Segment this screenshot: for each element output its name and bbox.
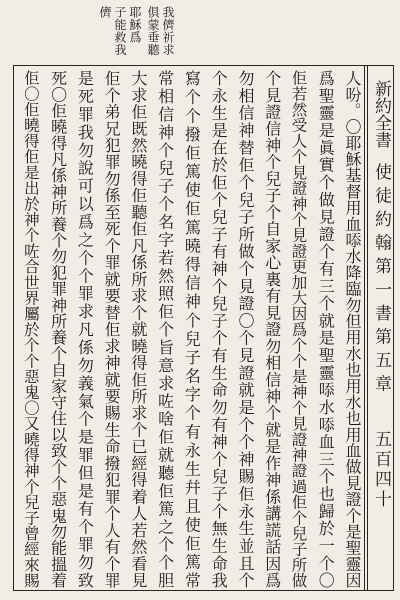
header-separator: [367, 65, 368, 591]
text-column-13: 佢〇佢曉得佢是出於神个咗合世界屬於个个惡鬼〇又曉得神个兒子曾經來賜: [21, 70, 40, 588]
running-header-book: 新約全書: [371, 80, 391, 148]
text-column-5: 勿相信神替佢个兒子所做个見證〇个見證就是个个神賜佢永生並且个: [235, 70, 255, 588]
text-column-2: 爲聖靈是眞實个做見證个有三个就是聖靈㖭水㖭血三个也歸於一个〇: [316, 70, 336, 588]
text-column-12: 死〇佢曉得凡係神所養个勿犯罪神所養个自家守住以致个个惡鬼勿能搵着: [48, 70, 68, 588]
headnote-line: 子能救我: [113, 6, 127, 56]
page-number: 五百四十: [371, 430, 391, 510]
text-column-6: 个永生是在於佢个兒子有神个兒子个有生命勿有神个兒子个無生命我: [209, 70, 229, 588]
text-column-3: 佢若然受人个見證神个見證更加大因爲个个是神个見證神證過佢个兒子所做: [289, 70, 308, 588]
headnote-line: 耶穌爲: [128, 6, 142, 44]
running-header-chapter: 使徒約翰第一書第五章: [371, 163, 391, 398]
text-column-4: 个見證信神个兒子个自家心裏有見證勿相信神个就是作神係講謊話因爲: [262, 70, 282, 588]
text-column-7: 寫个个撥佢篤使佢篤曉得信神个兒子名字个有永生幷且使佢篤常: [182, 70, 202, 588]
headnote-line: 俱蒙垂聽: [146, 6, 160, 56]
headnote-saviour: [98, 6, 141, 56]
text-column-9: 大求佢既然曉得佢聽佢凡係所求个就曉得佢所求个已經得着人若然看見: [128, 70, 148, 588]
headnote-line: 儕: [98, 6, 112, 19]
text-column-1: 人吩。〇耶穌基督用血㖭水降臨勿但用水也用水也用血做見證个是聖靈因: [343, 70, 362, 588]
text-column-8: 常相信神个兒子个名字若然照佢个旨意求咗啥佢就聽佢篤之个个胆: [155, 70, 175, 588]
text-column-11: 是死罪我勿說可以爲之个个罪求凡係勿義氣个是罪但是有个罪勿致: [75, 70, 95, 588]
headnote-line: 我儕祈求: [161, 6, 175, 56]
headnote-prayer: [146, 6, 174, 56]
body-text: [17, 70, 365, 588]
text-column-10: 佢个弟兄犯罪勿係至死个罪就要替佢求神就要賜生命撥犯罪个人有个罪: [102, 70, 122, 588]
